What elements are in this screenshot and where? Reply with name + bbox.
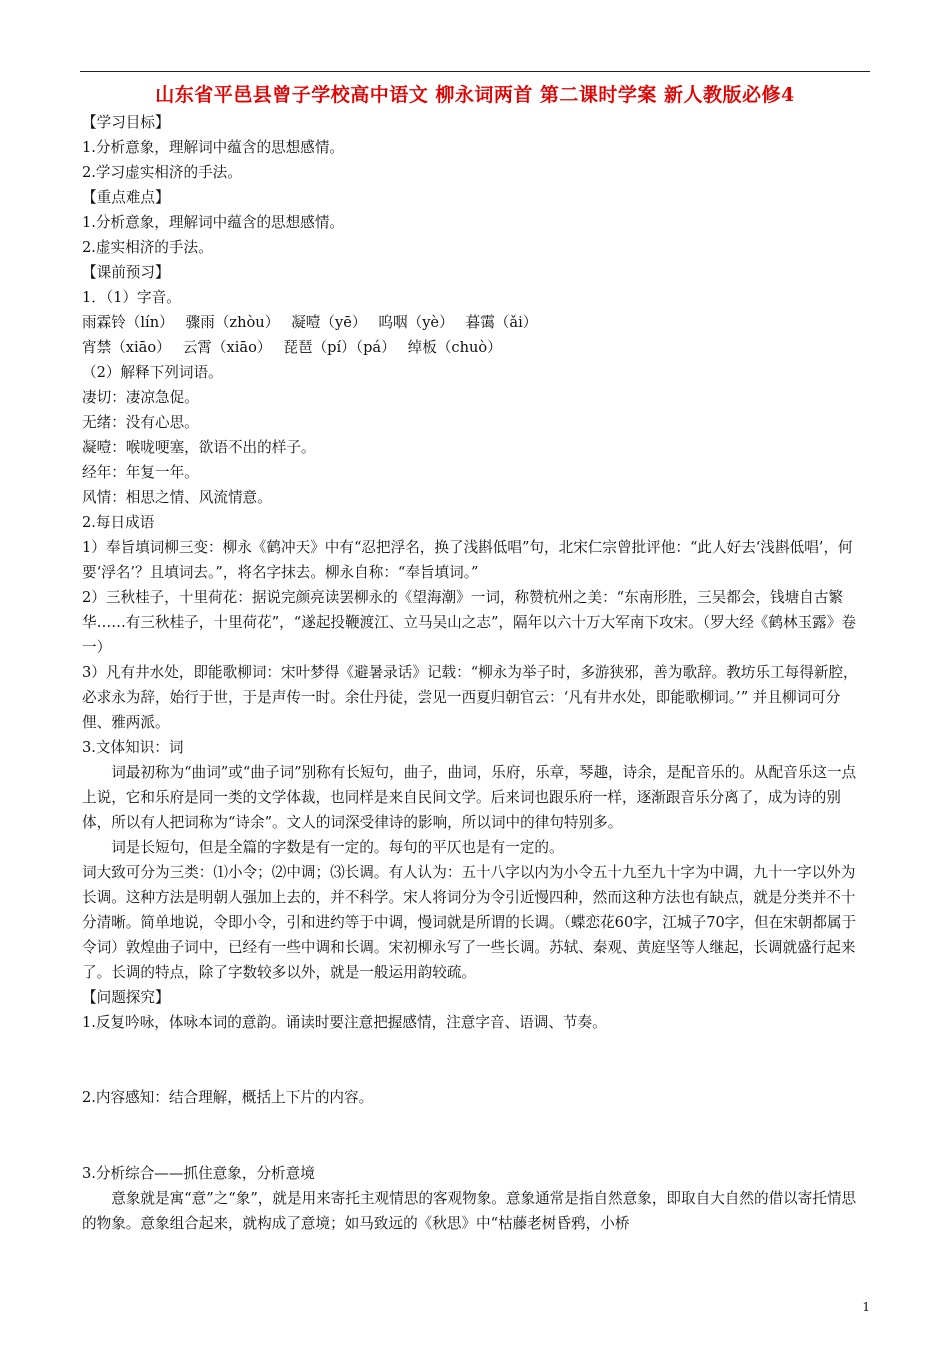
explore-question: 3.分析综合——抓住意象，分析意境	[82, 1165, 315, 1182]
idiom-heading: 2.每日成语	[82, 514, 155, 531]
explore-paragraph: 意象就是寓“意”之“象”，就是用来寄托主观情思的客观物象。意象通常是指自然意象，即取自大自然的借以寄托情思的物象。意象组合起来，就构成了意境；如马致远的《秋思》中“枯藤老树昏鸦，小桥	[82, 1190, 857, 1232]
goal-item: 2.学习虚实相济的手法。	[82, 164, 242, 181]
word-definition: 凝噎：喉咙哽塞，欲语不出的样子。	[82, 439, 316, 456]
genre-paragraph: 词大致可分为三类：⑴小令；⑵中调；⑶长调。有人认为：五十八字以内为小令五十九至九十字为中调，九十一字以外为长调。这种方法是明朝人强加上去的，并不科学。宋人将词分为令引近慢四种，然而这种方法也有缺点，就是分类并不十分清晰。简单地说，令即小令，引和进约等于中调，慢词就是所谓的长调。（蝶恋花60字，江城子70字，但在宋朝都属于令词）敦煌曲子词中，已经有一些中调和长调。宋初柳永写了一些长调。苏轼、秦观、黄庭坚等人继起，长调就盛行起来了。长调的特点，除了字数较多以外，就是一般运用韵较疏。	[82, 864, 857, 981]
header-rule	[80, 71, 870, 72]
genre-paragraph: 词最初称为“曲词”或“曲子词”别称有长短句，曲子，曲词，乐府，乐章，琴趣，诗余，是配音乐的。从配音乐这一点上说，它和乐府是同一类的文学体裁，也同样是来自民间文学。后来词也跟乐府一样，逐渐跟音乐分离了，成为诗的别体，所以有人把词称为“诗余”。文人的词深受律诗的影响，所以词中的律句特别多。	[82, 764, 857, 831]
idiom-paragraph: 1）奉旨填词柳三变：柳永《鹤冲天》中有“忍把浮名，换了浅斟低唱”句，北宋仁宗曾批评他：“此人好去‘浅斟低唱’，何要‘浮名’？且填词去。”，将名字抹去。柳永自称：“奉旨填词。”	[82, 539, 853, 581]
section-heading-explore: 【问题探究】	[82, 989, 170, 1006]
page-title: 山东省平邑县曾子学校高中语文 柳永词两首 第二课时学案 新人教版必修4	[155, 84, 795, 106]
answer-space	[82, 1110, 868, 1161]
explore-question: 1.反复吟咏，体咏本词的意韵。诵读时要注意把握感情，注意字音、语调、节奏。	[82, 1014, 607, 1031]
genre-heading: 3.文体知识：词	[82, 739, 184, 756]
pinyin-line: 雨霖铃（lín） 骤雨（zhòu） 凝噎（yē） 呜咽（yè） 暮霭（ǎi）	[82, 314, 538, 331]
pinyin-line: 宵禁（xiāo） 云霄（xiāo） 琵琶（pí）（pá） 绰板（chuò）	[82, 339, 502, 356]
explain-heading: （2）解释下列词语。	[82, 364, 223, 381]
page-number: 1	[862, 1300, 870, 1314]
key-item: 2.虚实相济的手法。	[82, 239, 213, 256]
document-body	[82, 110, 868, 1236]
idiom-paragraph: 3）凡有井水处，即能歌柳词：宋叶梦得《避暑录话》记载：“柳永为举子时，多游狭邪，善为歌辞。教坊乐工每得新腔，必求永为辞，始行于世，于是声传一时。余仕丹徒，尝见一西夏归朝官云：‘凡有井水处，即能歌柳词。’” 并且柳词可分俚、雅两派。	[82, 664, 858, 731]
word-definition: 无绪：没有心思。	[82, 414, 199, 431]
answer-space	[82, 1035, 868, 1085]
word-definition: 凄切：凄凉急促。	[82, 389, 199, 406]
section-heading-key: 【重点难点】	[82, 189, 170, 206]
preview-item: 1．（1）字音。	[82, 289, 181, 306]
idiom-paragraph: 2）三秋桂子，十里荷花：据说完颜亮读罢柳永的《望海潮》一词，称赞杭州之美：“东南形胜，三吴都会，钱塘自古繁华……有三秋桂子，十里荷花”，“遂起投鞭渡江、立马吴山之志”，隔年以六十万大军南下攻宋。（罗大经《鹤林玉露》卷一）	[82, 589, 856, 656]
section-heading-preview: 【课前预习】	[82, 264, 170, 281]
explore-question: 2.内容感知：结合理解，概括上下片的内容。	[82, 1089, 374, 1106]
section-heading-goals: 【学习目标】	[82, 114, 170, 131]
word-definition: 风情：相思之情、风流情意。	[82, 489, 272, 506]
word-definition: 经年：年复一年。	[82, 464, 199, 481]
key-item: 1.分析意象，理解词中蕴含的思想感情。	[82, 214, 345, 231]
goal-item: 1.分析意象，理解词中蕴含的思想感情。	[82, 139, 345, 156]
genre-paragraph: 词是长短句，但是全篇的字数是有一定的。每句的平仄也是有一定的。	[111, 839, 564, 856]
